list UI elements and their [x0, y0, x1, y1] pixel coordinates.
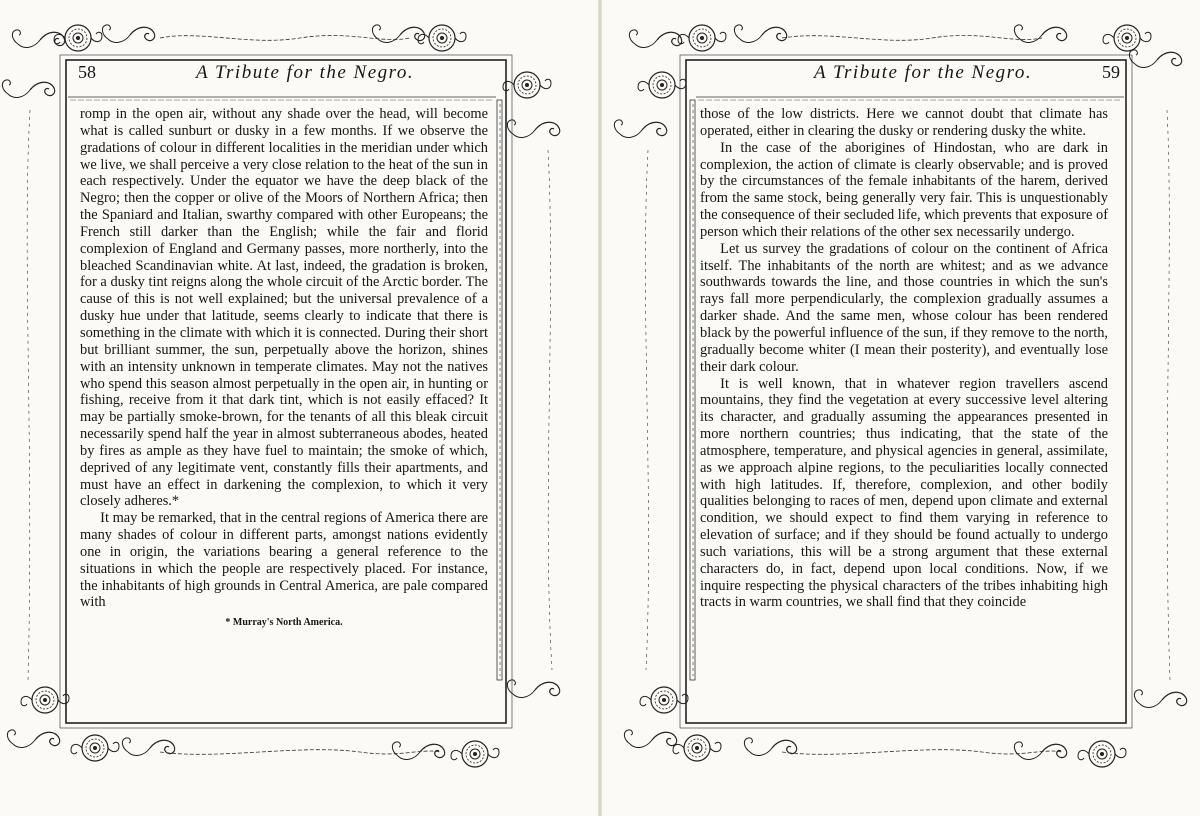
left-page	[0, 0, 598, 816]
left-footnote: * Murray's North America.	[225, 617, 343, 629]
left-page-header	[78, 62, 496, 96]
left-page-number: 58	[78, 62, 96, 82]
right-page-number: 59	[1102, 62, 1120, 82]
right-left-bottom-rosette-icon	[640, 687, 688, 713]
right-running-head: A Tribute for the Negro.	[814, 62, 1033, 83]
right-top-left-rosette-icon	[678, 25, 726, 51]
right-bottom-right-rosette-icon	[1078, 741, 1126, 767]
right-paragraph-3: Let us survey the gradations of colour on the continent of Africa itself. The inhabitants of the north are whitest; and as we advance southwards towards the line, and those countries in which the sun's rays fall more perpendicularly, the complexion gradually assumes a darker shade. And the same men, whose colour has been rendered black by the powerful influence of the sun, if they remove to the north, gradually become whiter (I mean their posterity), and eventually lose their dark colour.	[700, 240, 1109, 375]
left-running-head: A Tribute for the Negro.	[196, 62, 415, 83]
left-page-body	[80, 106, 488, 632]
top-left-rosette-icon	[54, 25, 102, 51]
right-left-top-rosette-icon	[638, 72, 686, 98]
right-top-right-rosette-icon	[1103, 25, 1151, 51]
right-paragraph-2: In the case of the aborigines of Hindostan, who are dark in complexion, the action of climate is clearly observable; and is proved by the circumstances of the female inhabitants of the harem, derived from the same stock, being generally very fair. This is unquestionably the consequence of their secluded life, which prevents that exposure of person which their relations of the other sex necessarily undergo.	[700, 139, 1108, 240]
left-paragraph-1: romp in the open air, without any shade over the head, will become what is called sunburt or dusky in a few months. If we observe the gradations of colour in different localities in the meridian under which we live, we shall perceive a very close relation to the heat of the sun in each respectively. Under the equator we have the deep black of the Negro; then the copper or olive of the Moors of Northern Africa; then the Spaniard and Italian, swarthy compared with other Europeans; the French still darker than the English; while the fair and florid complexion of England and Germany passes, more northerly, into the bleached Scandinavian white. At last, indeed, the gradation is broken, for a dusky tint reigns along the whole circuit of the Arctic border. The cause of this is not well explained; but the universal prevalence of a dusky hue under that latitude, seems clearly to indicate that there is something in the climate with which it is connected. During their short but brilliant summer, the sun, perpetually above the horizon, shines with an intensity unknown in temperate climates. May not the natives who spend this season almost perpetually in the open air, in hunting or fishing, receive from it that dark tint, which is not easily effaced? It may be partially smoke-brown, for the tenants of all this bleak circuit necessarily spend half the year in almost subterraneous abodes, heated by fires as ample as they have fuel to maintain; the smoke of which, deprived of any legitimate vent, constantly fills their apartments, and must have an effect in darkening the complexion, to which it very closely adheres.*	[80, 106, 488, 510]
left-paragraph-2: It may be remarked, that in the central regions of America there are many shades of colour in different parts, amongst nations evidently one in origin, the variations bearing a general reference to the situations in which the people are respectively placed. For instance, the inhabitants of high grounds in Central America, are pale compared with	[80, 510, 488, 611]
right-page	[602, 0, 1200, 816]
right-page-header	[702, 62, 1120, 96]
right-top-rosette-icon	[503, 72, 551, 98]
bottom-left-rosette-icon	[71, 735, 119, 761]
left-bottom-rosette-icon	[21, 687, 69, 713]
right-paragraph-1: those of the low districts. Here we cannot doubt that climate has operated, either in clearing the dusky or rendering dusky the white.	[700, 106, 1108, 139]
right-paragraph-4: It is well known, that in whatever region travellers ascend mountains, they find the vegetation at every successive level altering its character, and gradually assuming the appearances presented in more northern countries; thus indicating, that the state of the atmosphere, temperature, and physical agencies in general, assimilate, as we approach alpine regions, to the peculiarities locally connected with high latitudes. If, therefore, complexion, and other bodily qualities belonging to races of men, depend upon climate and external condition, we should expect to find them varying in reference to elevation of surface; and if they should be found actually to undergo such variations, this will be a strong argument that these external characters do, in fact, depend upon local conditions. Now, if we inquire respecting the physical characters of the tribes inhabiting high tracts in warm countries, we shall find that they coincide	[700, 375, 1108, 611]
top-right-rosette-icon	[418, 25, 466, 51]
bottom-right-rosette-icon	[451, 741, 499, 767]
right-bottom-left-rosette-icon	[673, 735, 721, 761]
right-page-body	[700, 106, 1108, 611]
